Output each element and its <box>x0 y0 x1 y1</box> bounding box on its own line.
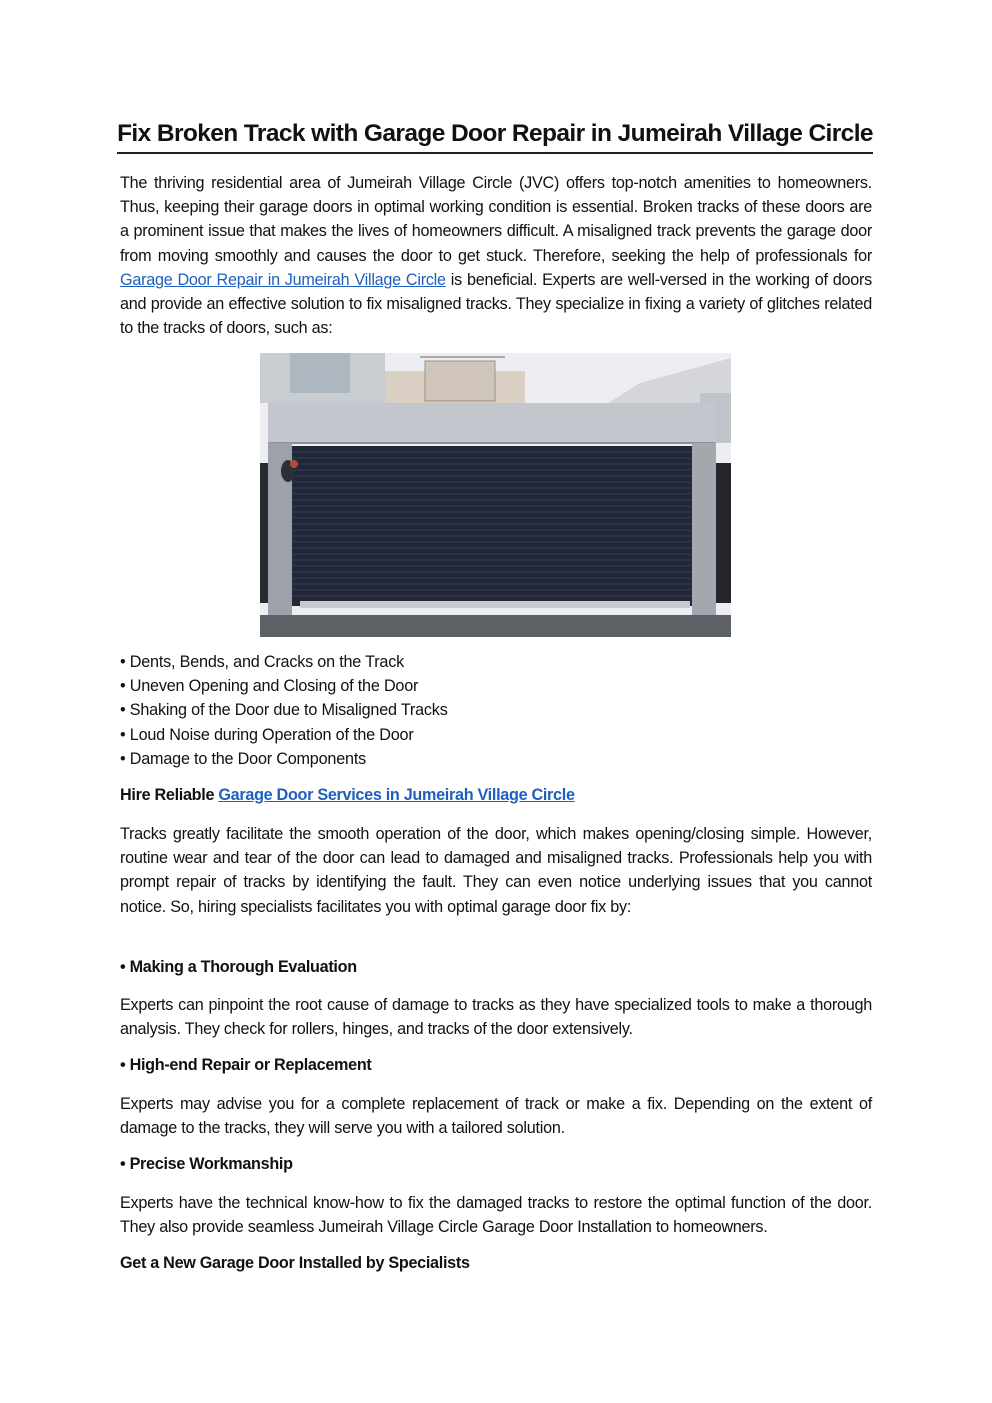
hire-body-paragraph: Tracks greatly facilitate the smooth operation of the door, which makes opening/closing simple. However, routine wear and tear of the door can lead to damaged and misaligned tracks. Professionals help you with prompt repair of tracks by identifying the fault. They can even notice underlying issues that you cannot notice. So, hiring specialists facilitates you with optimal garage door fix by: <box>120 825 872 916</box>
hire-reliable-heading <box>120 786 575 805</box>
list-item: • Damage to the Door Components <box>120 749 367 768</box>
hire-heading-prefix: Hire Reliable <box>120 786 219 804</box>
list-item: • Loud Noise during Operation of the Door <box>120 725 414 744</box>
intro-paragraph <box>120 171 872 340</box>
list-item: • Shaking of the Door due to Misaligned Tracks <box>120 701 448 720</box>
final-section-heading: Get a New Garage Door Installed by Specialists <box>120 1254 470 1272</box>
list-item: • Dents, Bends, and Cracks on the Track <box>120 653 404 671</box>
intro-text-before-link: The thriving residential area of Jumeirah Village Circle (JVC) offers top-notch amenities to homeowners. Thus, keeping their garage doors in optimal working condition is essential. Broken tracks of these doors are a prominent issue that makes the lives of homeowners difficult. A misaligned track prevents the garage door from moving smoothly and causes the door to get stuck. Therefore, seeking the help of professionals for <box>120 174 872 265</box>
benefit-body-repair: Experts may advise you for a complete replacement of track or make a fix. Depending on the extent of damage to the tracks, they will serve you with a tailored solution. <box>120 1095 872 1138</box>
track-glitch-list <box>120 650 448 771</box>
garage-door-photo <box>260 353 731 637</box>
intro-text-after-link: is beneficial. Experts are well-versed in the working of doors and provide an effective solution to fix misaligned tracks. They specialize in fixing a variety of glitches related to the tracks of doors, such as: <box>120 270 872 338</box>
page-title: Fix Broken Track with Garage Door Repair in Jumeirah Village Circle <box>117 120 873 154</box>
benefit-heading-workmanship: • Precise Workmanship <box>120 1155 293 1173</box>
benefit-heading-evaluation: • Making a Thorough Evaluation <box>120 958 357 976</box>
garage-door-services-link[interactable]: Garage Door Services in Jumeirah Village Circle <box>218 786 575 804</box>
garage-door-repair-link[interactable]: Garage Door Repair in Jumeirah Village Circle <box>120 270 446 289</box>
garage-door-illustration <box>260 353 731 637</box>
benefit-body-evaluation: Experts can pinpoint the root cause of damage to tracks as they have specialized tools to make a thorough analysis. They check for rollers, hinges, and tracks of the door extensively. <box>120 996 872 1039</box>
list-item: • Uneven Opening and Closing of the Door <box>120 677 419 696</box>
benefit-heading-repair: • High-end Repair or Replacement <box>120 1056 372 1074</box>
benefit-body-workmanship: Experts have the technical know-how to fix the damaged tracks to restore the optimal function of the door. They also provide seamless Jumeirah Village Circle Garage Door Installation to homeowners. <box>120 1194 872 1237</box>
